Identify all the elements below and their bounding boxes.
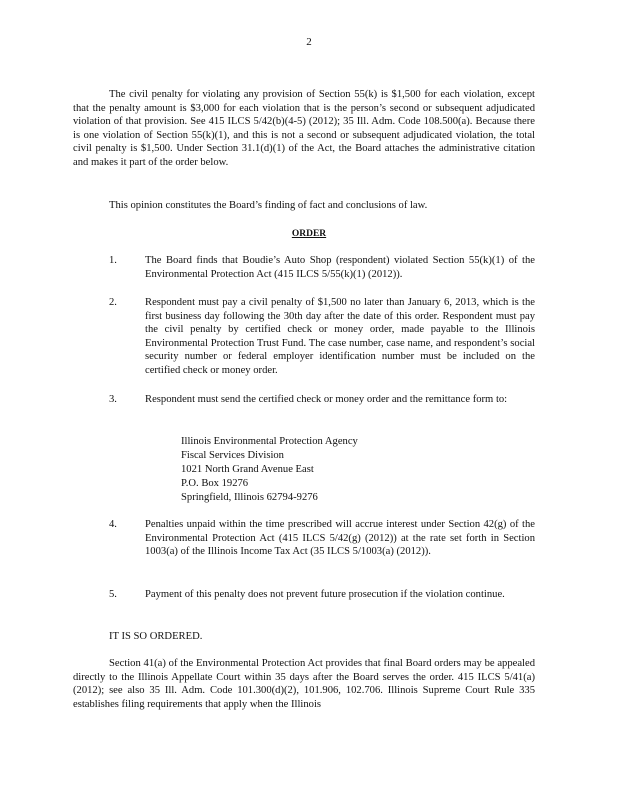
remittance-address — [181, 435, 358, 505]
order-item-number: 3. — [109, 394, 117, 405]
order-item-text: Payment of this penalty does not prevent future prosecution if the violation continue. — [145, 589, 505, 600]
address-line: Springfield, Illinois 62794-9276 — [181, 492, 318, 504]
page-number: 2 — [306, 36, 312, 48]
order-item-text: Respondent must send the certified check or money order and the remittance form to: — [145, 394, 508, 405]
order-item-text: The Board finds that Boudie’s Auto Shop (respondent) violated Section 55(k)(1) of the Environmental Protection Act (415 ILCS 5/55(k)(1) (2012)). — [145, 255, 535, 280]
opinion-paragraph: This opinion constitutes the Board’s finding of fact and conclusions of law. — [109, 200, 428, 211]
appeal-paragraph: Section 41(a) of the Environmental Protection Act provides that final Board orders may be appealed directly to the Illinois Appellate Court within 35 days after the Board serves the order. 415 ILCS 5/41(a) (2012); see also 35 Ill. Adm. Code 101.300(d)(2), 101.906, 102.706. Illinois Supreme Court Rule 335 establishes filing requirements that apply when the Illinois — [73, 658, 535, 710]
order-item-text: Penalties unpaid within the time prescribed will accrue interest under Section 42(g) of the Environmental Protection Act (415 ILCS 5/42(g) (2012)) at the rate set forth in Section 1003(a) of the Illinois Income Tax Act (35 ILCS 5/1003(a) (2012)). — [145, 519, 535, 558]
address-line: Illinois Environmental Protection Agency — [181, 436, 358, 447]
order-item-number: 1. — [109, 255, 117, 266]
so-ordered: IT IS SO ORDERED. — [109, 631, 203, 642]
address-line: 1021 North Grand Avenue East — [181, 464, 314, 476]
penalty-paragraph: The civil penalty for violating any provision of Section 55(k) is $1,500 for each violation, except that the penalty amount is $3,000 for each violation that is the person’s second or subsequent adjudicated violation of that provision. See 415 ILCS 5/42(b)(4-5) (2012); 35 Ill. Adm. Code 108.500(a). Because there is one violation of Section 55(k)(1), and this is not a second or subsequent adjudicated violation, the total civil penalty is $1,500. Under Section 31.1(d)(1) of the Act, the Board attaches the administrative citation and makes it part of the order below. — [73, 89, 535, 168]
order-item-number: 4. — [109, 519, 117, 530]
order-item-number: 2. — [109, 297, 117, 308]
order-heading: ORDER — [291, 229, 327, 239]
order-item-text: Respondent must pay a civil penalty of $1,500 no later than January 6, 2013, which is the first business day following the 30th day after the date of this order. Respondent must pay the civil penalty by certified check or money order, made payable to the Illinois Environmental Protection Trust Fund. The case number, case name, and respondent’s social security number or federal employer identification number must be included on the certified check or money order. — [145, 297, 535, 376]
address-line: P.O. Box 19276 — [181, 478, 249, 490]
order-item-number: 5. — [109, 589, 117, 600]
address-line: Fiscal Services Division — [181, 450, 284, 462]
